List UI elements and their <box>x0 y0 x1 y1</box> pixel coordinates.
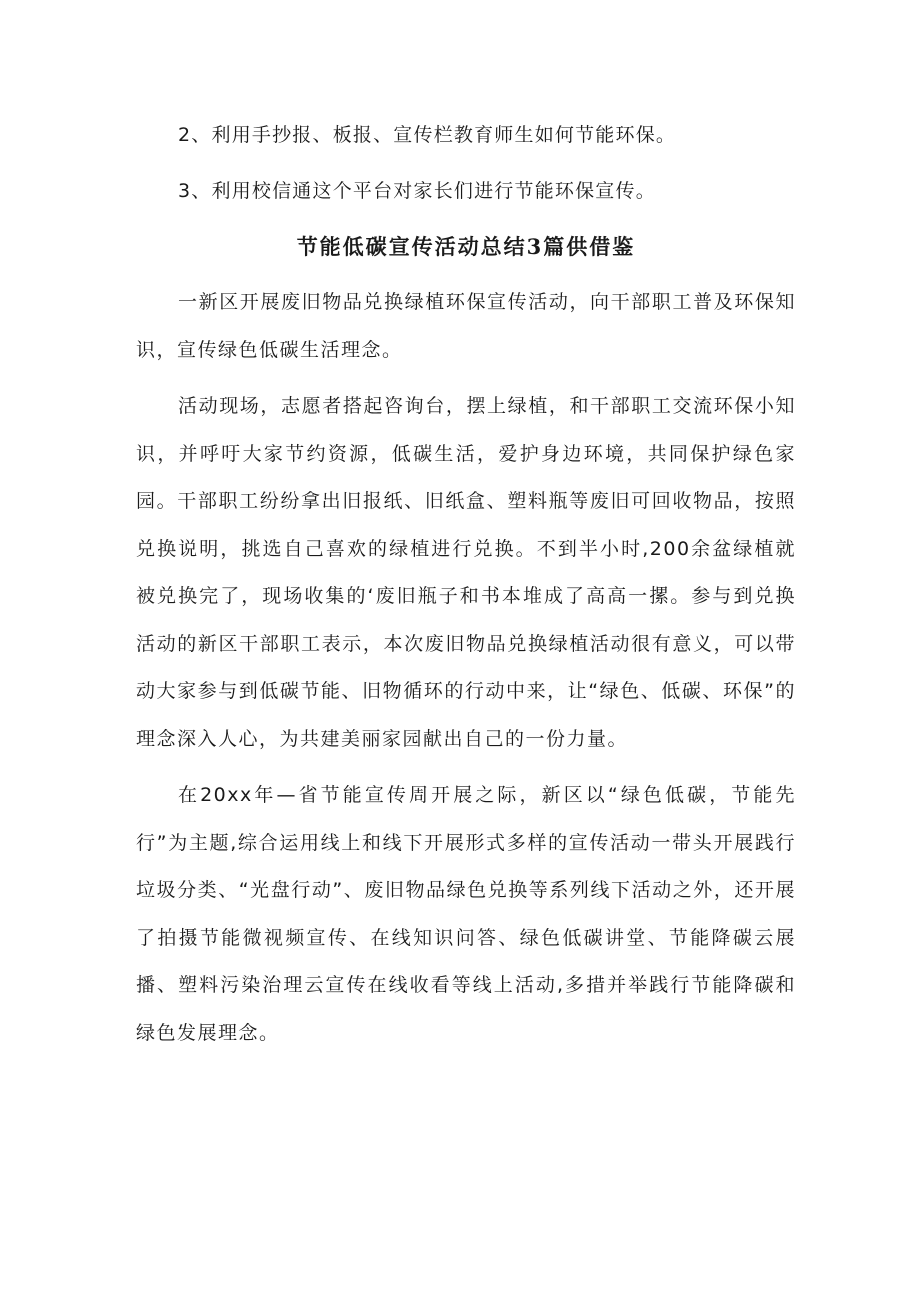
paragraph: 在20xx年—省节能宣传周开展之际，新区以“绿色低碳，节能先行”为主题,综合运用线上和线下开展形式多样的宣传活动一带头开展践行垃圾分类、“光盘行动”、废旧物品绿色兑换等系列线下活动之外，还开展了拍摄节能微视频宣传、在线知识问答、绿色低碳讲堂、节能降碳云展播、塑料污染治理云宣传在线收看等线上活动,多措并举践行节能降碳和绿色发展理念。 <box>136 784 796 1044</box>
list-item: 2、利用手抄报、板报、宣传栏教育师生如何节能环保。 <box>178 124 677 146</box>
section-title: 节能低碳宣传活动总结3篇供借鉴 <box>296 234 636 259</box>
paragraph: 一新区开展废旧物品兑换绿植环保宣传活动，向干部职工普及环保知识，宣传绿色低碳生活理念。 <box>136 291 796 361</box>
paragraph: 活动现场，志愿者搭起咨询台，摆上绿植，和干部职工交流环保小知识，并呼吁大家节约资源，低碳生活，爱护身边环境，共同保护绿色家园。干部职工纷纷拿出旧报纸、旧纸盒、塑料瓶等废旧可回收物品，按照兑换说明，挑选自己喜欢的绿植进行兑换。不到半小时,200余盆绿植就被兑换完了，现场收集的‘废旧瓶子和书本堆成了高高一摞。参与到兑换活动的新区干部职工表示，本次废旧物品兑换绿植活动很有意义，可以带动大家参与到低碳节能、旧物循环的行动中来，让“绿色、低碳、环保”的理念深入人心，为共建美丽家园献出自己的一份力量。 <box>136 395 796 750</box>
list-item: 3、利用校信通这个平台对家长们进行节能环保宣传。 <box>178 180 656 202</box>
document-body <box>136 115 796 1066</box>
